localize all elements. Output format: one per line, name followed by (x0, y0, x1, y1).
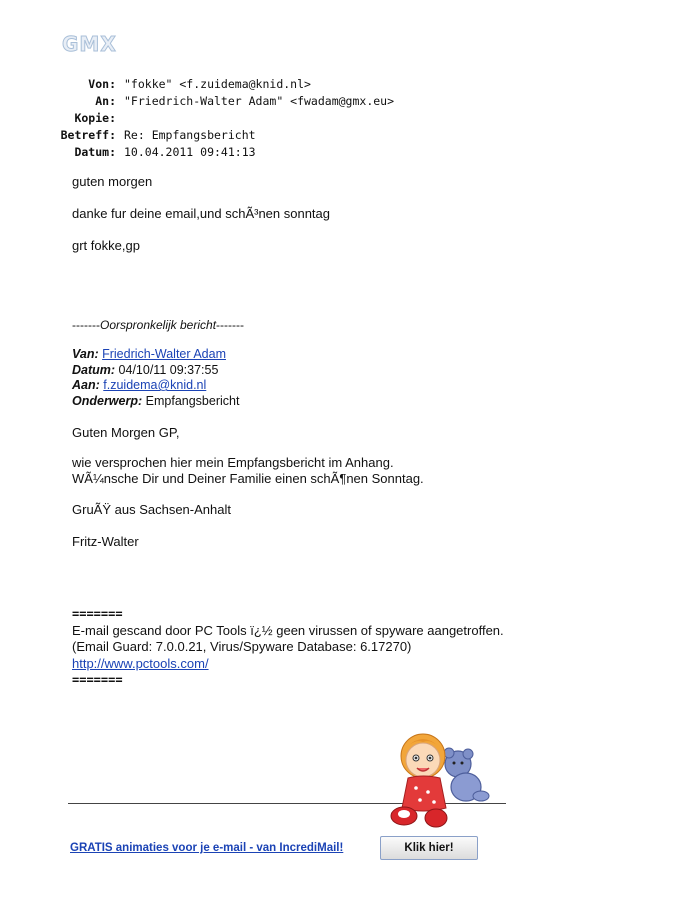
orig-greeting: Guten Morgen GP, (72, 425, 180, 440)
to-label: An: (95, 94, 116, 108)
to-value: "Friedrich-Walter Adam" <fwadam@gmx.eu> (124, 94, 395, 108)
reply-line-3: grt fokke,gp (72, 238, 140, 253)
virus-scan-footer (72, 606, 504, 689)
from-value: "fokke" <f.zuidema@knid.nl> (124, 77, 311, 91)
orig-subject-label: Onderwerp: (72, 393, 143, 408)
orig-from-row (72, 347, 239, 363)
girl-with-teddy-icon (378, 730, 508, 830)
email-header (60, 76, 394, 161)
original-message-separator (72, 318, 244, 332)
separator-dashes-left: ------- (72, 318, 100, 332)
header-cc-row (60, 110, 394, 127)
orig-body-line-2: WÃ¼nsche Dir und Deiner Familie einen schÃ¶nen Sonntag. (72, 471, 424, 486)
orig-date-value: 04/10/11 09:37:55 (118, 362, 219, 377)
header-to-row (60, 93, 394, 110)
incredimail-promo-link[interactable]: GRATIS animaties voor je e-mail - van IncrediMail! (70, 842, 344, 854)
orig-from-link[interactable]: Friedrich-Walter Adam (102, 347, 226, 361)
header-from-row (60, 76, 394, 93)
from-label: Von: (88, 77, 116, 91)
orig-subject-row (72, 394, 239, 410)
separator-dashes-right: ------- (216, 318, 245, 332)
separator-text: Oorspronkelijk bericht (99, 318, 217, 332)
orig-to-link[interactable]: f.zuidema@knid.nl (103, 378, 207, 392)
header-date-row (60, 144, 394, 161)
klik-hier-button[interactable]: Klik hier! (380, 836, 478, 860)
date-label: Datum: (74, 145, 116, 159)
orig-subject-value: Empfangsbericht (145, 393, 240, 408)
footer-version-line: (Email Guard: 7.0.0.21, Virus/Spyware Database: 6.17270) (72, 639, 412, 654)
date-value: 10.04.2011 09:41:13 (124, 145, 256, 159)
reply-line-2: danke fur deine email,und schÃ³nen sonntag (72, 206, 331, 221)
orig-date-label: Datum: (72, 362, 116, 377)
footer-separator-bottom: ======= (72, 673, 123, 687)
reply-line-1: guten morgen (72, 174, 153, 189)
pctools-link[interactable]: http://www.pctools.com/ (72, 655, 209, 671)
subject-label: Betreff: (60, 128, 116, 142)
header-subject-row (60, 127, 394, 144)
orig-closing: GruÃŸ aus Sachsen-Anhalt (72, 502, 231, 517)
gmx-logo: GMX (62, 32, 117, 56)
footer-separator-top: ======= (72, 607, 123, 621)
orig-from-label: Van: (72, 347, 99, 361)
footer-scan-line: E-mail gescand door PC Tools ï¿½ geen virussen of spyware aangetroffen. (72, 622, 504, 638)
orig-date-row (72, 363, 239, 379)
subject-value: Re: Empfangsbericht (124, 128, 256, 142)
orig-to-label: Aan: (72, 378, 100, 392)
orig-signature: Fritz-Walter (72, 534, 139, 549)
cc-label: Kopie: (74, 111, 116, 125)
orig-body-line-1: wie versprochen hier mein Empfangsbericht im Anhang. (72, 455, 394, 470)
orig-to-row (72, 378, 239, 394)
original-header (72, 347, 239, 409)
